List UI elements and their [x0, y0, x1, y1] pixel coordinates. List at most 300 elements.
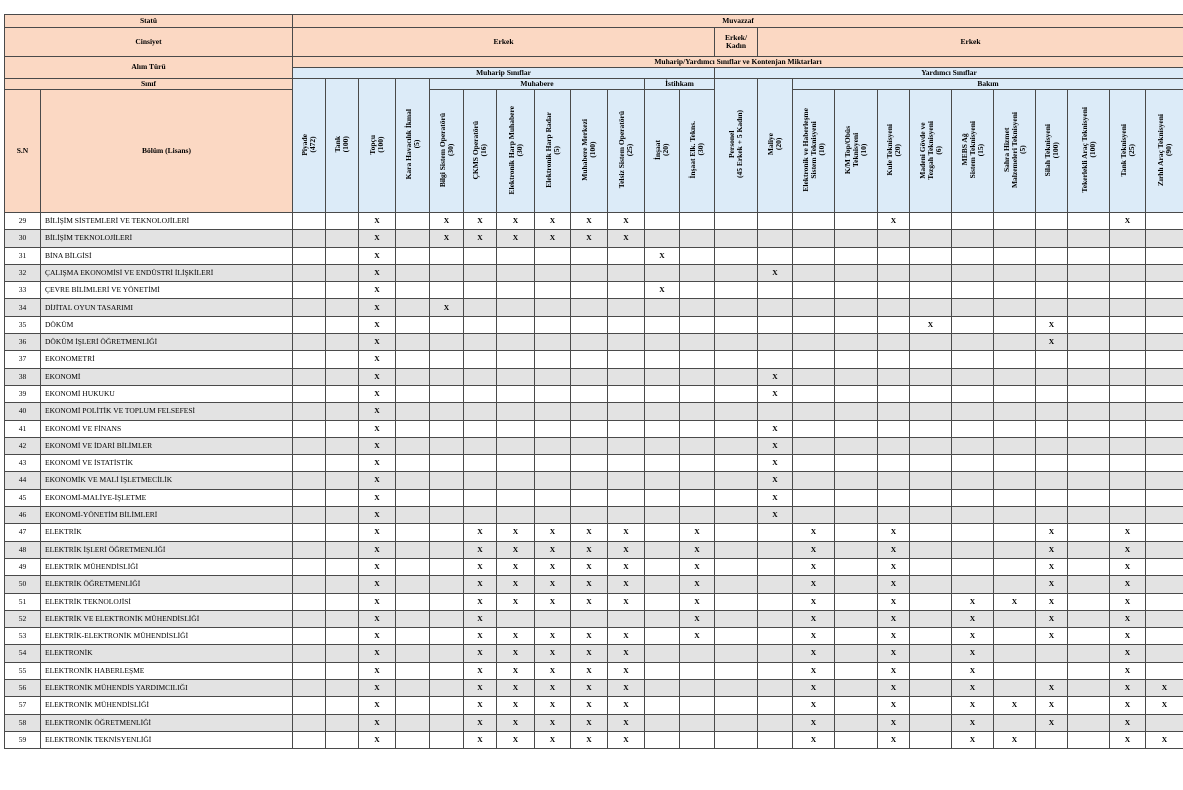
empty-cell [910, 558, 952, 575]
empty-cell [645, 403, 680, 420]
x-mark: X [793, 610, 835, 627]
col-header: Topçu (100) [359, 79, 396, 213]
empty-cell [994, 558, 1036, 575]
row-bolum: EKONOMİ-MALİYE-İŞLETME [41, 489, 293, 506]
empty-cell [497, 472, 535, 489]
empty-cell [1036, 472, 1068, 489]
empty-cell [571, 472, 608, 489]
x-mark: X [758, 264, 793, 281]
x-mark: X [430, 213, 464, 230]
empty-cell [326, 213, 359, 230]
empty-cell [1110, 230, 1146, 247]
x-mark: X [878, 645, 910, 662]
empty-cell [994, 316, 1036, 333]
x-mark: X [464, 213, 497, 230]
empty-cell [497, 264, 535, 281]
empty-cell [497, 282, 535, 299]
row-sn: 56 [5, 680, 41, 697]
empty-cell [608, 437, 645, 454]
x-mark: X [535, 662, 571, 679]
empty-cell [715, 299, 758, 316]
empty-cell [396, 230, 430, 247]
x-mark: X [535, 576, 571, 593]
empty-cell [878, 385, 910, 402]
empty-cell [952, 524, 994, 541]
empty-cell [758, 628, 793, 645]
empty-cell [464, 420, 497, 437]
row-bolum: ELEKTRONİK MÜHENDİS YARDIMCILIĞI [41, 680, 293, 697]
empty-cell [994, 662, 1036, 679]
empty-cell [835, 247, 878, 264]
empty-cell [878, 472, 910, 489]
empty-cell [326, 697, 359, 714]
row-sn: 49 [5, 558, 41, 575]
x-mark: X [359, 403, 396, 420]
empty-cell [396, 593, 430, 610]
x-mark: X [359, 593, 396, 610]
x-mark: X [571, 541, 608, 558]
row-bolum: ELEKTRİK [41, 524, 293, 541]
x-mark: X [680, 524, 715, 541]
empty-cell [1068, 645, 1110, 662]
empty-cell [835, 437, 878, 454]
x-mark: X [994, 593, 1036, 610]
x-mark: X [608, 230, 645, 247]
empty-cell [835, 351, 878, 368]
x-mark: X [1036, 524, 1068, 541]
empty-cell [1068, 403, 1110, 420]
x-mark: X [464, 645, 497, 662]
x-mark: X [464, 731, 497, 748]
empty-cell [293, 437, 326, 454]
x-mark: X [359, 507, 396, 524]
empty-cell [293, 230, 326, 247]
x-mark: X [1110, 541, 1146, 558]
empty-cell [1068, 558, 1110, 575]
empty-cell [608, 489, 645, 506]
empty-cell [793, 472, 835, 489]
row-sn: 58 [5, 714, 41, 731]
empty-cell [952, 264, 994, 281]
empty-cell [326, 437, 359, 454]
row-bolum: ÇALIŞMA EKONOMİSİ VE ENDÜSTRİ İLİŞKİLERİ [41, 264, 293, 281]
x-mark: X [1036, 541, 1068, 558]
empty-cell [326, 334, 359, 351]
empty-cell [645, 368, 680, 385]
table-row [5, 282, 1183, 299]
row-sn: 57 [5, 697, 41, 714]
empty-cell [878, 455, 910, 472]
x-mark: X [359, 680, 396, 697]
bolum-header: Bölüm (Lisans) [41, 90, 293, 213]
empty-cell [793, 351, 835, 368]
empty-cell [835, 558, 878, 575]
x-mark: X [878, 576, 910, 593]
empty-cell [994, 507, 1036, 524]
empty-cell [396, 403, 430, 420]
empty-cell [1110, 299, 1146, 316]
empty-cell [571, 507, 608, 524]
x-mark: X [497, 230, 535, 247]
empty-cell [910, 385, 952, 402]
empty-cell [535, 351, 571, 368]
empty-cell [1036, 299, 1068, 316]
empty-cell [715, 541, 758, 558]
x-mark: X [359, 247, 396, 264]
empty-cell [715, 558, 758, 575]
x-mark: X [535, 593, 571, 610]
x-mark: X [680, 593, 715, 610]
empty-cell [645, 662, 680, 679]
empty-cell [645, 437, 680, 454]
empty-cell [293, 368, 326, 385]
empty-cell [994, 628, 1036, 645]
empty-cell [571, 437, 608, 454]
empty-cell [293, 455, 326, 472]
empty-cell [326, 593, 359, 610]
empty-cell [1068, 351, 1110, 368]
empty-cell [1036, 455, 1068, 472]
x-mark: X [464, 662, 497, 679]
empty-cell [571, 299, 608, 316]
empty-cell [1068, 507, 1110, 524]
col-header: İnşaat Elk. Tekns. (30) [680, 90, 715, 213]
empty-cell [1146, 472, 1183, 489]
table-row [5, 368, 1183, 385]
table-row [5, 628, 1183, 645]
row-sn: 46 [5, 507, 41, 524]
empty-cell [293, 334, 326, 351]
empty-cell [994, 714, 1036, 731]
empty-cell [645, 455, 680, 472]
empty-cell [952, 455, 994, 472]
empty-cell [910, 645, 952, 662]
empty-cell [952, 437, 994, 454]
empty-cell [1068, 264, 1110, 281]
empty-cell [326, 351, 359, 368]
empty-cell [396, 558, 430, 575]
x-mark: X [793, 662, 835, 679]
row-bolum: ELEKTRONİK [41, 645, 293, 662]
x-mark: X [793, 680, 835, 697]
x-mark: X [608, 697, 645, 714]
col-header: Tank (100) [326, 79, 359, 213]
empty-cell [680, 437, 715, 454]
empty-cell [1146, 662, 1183, 679]
empty-cell [430, 593, 464, 610]
x-mark: X [359, 420, 396, 437]
x-mark: X [952, 731, 994, 748]
empty-cell [910, 455, 952, 472]
row-bolum: EKONOMİ VE İSTATİSTİK [41, 455, 293, 472]
x-mark: X [359, 697, 396, 714]
row-bolum: ELEKTRİK TEKNOLOJİSİ [41, 593, 293, 610]
x-mark: X [464, 524, 497, 541]
empty-cell [1146, 541, 1183, 558]
empty-cell [535, 610, 571, 627]
empty-cell [464, 385, 497, 402]
x-mark: X [1036, 610, 1068, 627]
x-mark: X [680, 628, 715, 645]
empty-cell [1068, 230, 1110, 247]
empty-cell [326, 507, 359, 524]
row-sn: 33 [5, 282, 41, 299]
empty-cell [326, 610, 359, 627]
empty-cell [1146, 403, 1183, 420]
empty-cell [952, 489, 994, 506]
empty-cell [326, 368, 359, 385]
empty-cell [680, 299, 715, 316]
empty-cell [293, 541, 326, 558]
empty-cell [645, 385, 680, 402]
x-mark: X [608, 662, 645, 679]
empty-cell [680, 662, 715, 679]
empty-cell [715, 489, 758, 506]
empty-cell [535, 316, 571, 333]
x-mark: X [758, 489, 793, 506]
empty-cell [396, 662, 430, 679]
empty-cell [430, 628, 464, 645]
empty-cell [994, 368, 1036, 385]
empty-cell [1146, 316, 1183, 333]
empty-cell [835, 697, 878, 714]
x-mark: X [535, 628, 571, 645]
x-mark: X [1110, 593, 1146, 610]
empty-cell [758, 576, 793, 593]
statu-label: Statü [5, 15, 293, 28]
empty-cell [608, 299, 645, 316]
empty-cell [793, 247, 835, 264]
empty-cell [430, 316, 464, 333]
empty-cell [793, 316, 835, 333]
empty-cell [396, 368, 430, 385]
x-mark: X [359, 524, 396, 541]
empty-cell [645, 316, 680, 333]
empty-cell [1068, 628, 1110, 645]
empty-cell [878, 403, 910, 420]
empty-cell [1146, 507, 1183, 524]
empty-cell [715, 714, 758, 731]
row-sn: 37 [5, 351, 41, 368]
empty-cell [535, 403, 571, 420]
x-mark: X [571, 524, 608, 541]
empty-cell [293, 385, 326, 402]
table-row [5, 576, 1183, 593]
x-mark: X [359, 351, 396, 368]
empty-cell [878, 489, 910, 506]
empty-cell [430, 680, 464, 697]
empty-cell [396, 351, 430, 368]
x-mark: X [1110, 610, 1146, 627]
table-row [5, 610, 1183, 627]
x-mark: X [535, 524, 571, 541]
empty-cell [1068, 368, 1110, 385]
row-sn: 29 [5, 213, 41, 230]
empty-cell [758, 524, 793, 541]
empty-cell [994, 610, 1036, 627]
empty-cell [952, 368, 994, 385]
col-header: Maliye (20) [758, 79, 793, 213]
empty-cell [680, 403, 715, 420]
empty-cell [326, 576, 359, 593]
empty-cell [326, 455, 359, 472]
empty-cell [910, 420, 952, 437]
empty-cell [680, 714, 715, 731]
row-sn: 59 [5, 731, 41, 748]
table-row [5, 662, 1183, 679]
row-sn: 51 [5, 593, 41, 610]
empty-cell [1068, 282, 1110, 299]
empty-cell [1068, 576, 1110, 593]
x-mark: X [359, 455, 396, 472]
empty-cell [571, 610, 608, 627]
empty-cell [430, 455, 464, 472]
table-row [5, 541, 1183, 558]
x-mark: X [608, 593, 645, 610]
row-bolum: ELEKTRİK MÜHENDİSLİĞİ [41, 558, 293, 575]
empty-cell [464, 368, 497, 385]
empty-cell [497, 489, 535, 506]
row-sn: 39 [5, 385, 41, 402]
empty-cell [1068, 420, 1110, 437]
empty-cell [758, 662, 793, 679]
empty-cell [293, 299, 326, 316]
empty-cell [430, 420, 464, 437]
istihkam-header: İstihkam [645, 79, 715, 90]
empty-cell [793, 489, 835, 506]
x-mark: X [878, 628, 910, 645]
empty-cell [878, 334, 910, 351]
x-mark: X [1036, 316, 1068, 333]
empty-cell [715, 334, 758, 351]
empty-cell [645, 714, 680, 731]
x-mark: X [1036, 714, 1068, 731]
empty-cell [326, 680, 359, 697]
empty-cell [994, 230, 1036, 247]
empty-cell [910, 230, 952, 247]
empty-cell [571, 247, 608, 264]
empty-cell [326, 524, 359, 541]
empty-cell [608, 420, 645, 437]
x-mark: X [497, 662, 535, 679]
empty-cell [793, 213, 835, 230]
x-mark: X [359, 299, 396, 316]
x-mark: X [1110, 213, 1146, 230]
empty-cell [835, 230, 878, 247]
empty-cell [1036, 420, 1068, 437]
empty-cell [952, 230, 994, 247]
empty-cell [758, 558, 793, 575]
x-mark: X [952, 628, 994, 645]
empty-cell [608, 472, 645, 489]
x-mark: X [535, 230, 571, 247]
row-sn: 35 [5, 316, 41, 333]
empty-cell [715, 576, 758, 593]
row-sn: 45 [5, 489, 41, 506]
empty-cell [497, 420, 535, 437]
x-mark: X [359, 213, 396, 230]
table-row [5, 731, 1183, 748]
empty-cell [645, 213, 680, 230]
empty-cell [497, 334, 535, 351]
empty-cell [910, 472, 952, 489]
col-header: Sahra Hizmet Malzemeleri Teknisyeni (5) [994, 90, 1036, 213]
empty-cell [1146, 282, 1183, 299]
x-mark: X [571, 662, 608, 679]
empty-cell [952, 247, 994, 264]
x-mark: X [608, 731, 645, 748]
empty-cell [497, 610, 535, 627]
x-mark: X [359, 489, 396, 506]
x-mark: X [758, 368, 793, 385]
empty-cell [430, 368, 464, 385]
empty-cell [293, 576, 326, 593]
x-mark: X [793, 697, 835, 714]
empty-cell [535, 472, 571, 489]
empty-cell [952, 316, 994, 333]
empty-cell [680, 282, 715, 299]
empty-cell [994, 680, 1036, 697]
row-sn: 42 [5, 437, 41, 454]
empty-cell [293, 247, 326, 264]
empty-cell [293, 420, 326, 437]
row-bolum: ELEKTRİK ÖĞRETMENLİĞİ [41, 576, 293, 593]
empty-cell [1110, 455, 1146, 472]
row-sn: 41 [5, 420, 41, 437]
empty-cell [464, 316, 497, 333]
empty-cell [293, 697, 326, 714]
x-mark: X [1036, 576, 1068, 593]
empty-cell [464, 351, 497, 368]
x-mark: X [359, 368, 396, 385]
empty-cell [293, 731, 326, 748]
empty-cell [293, 662, 326, 679]
empty-cell [1110, 334, 1146, 351]
x-mark: X [359, 662, 396, 679]
row-bolum: ELEKTRONİK HABERLEŞME [41, 662, 293, 679]
empty-cell [835, 610, 878, 627]
cinsiyet-erkek-kadin: Erkek/ Kadın [715, 28, 758, 57]
empty-cell [326, 489, 359, 506]
empty-cell [326, 662, 359, 679]
empty-cell [1146, 351, 1183, 368]
empty-cell [535, 437, 571, 454]
table-row [5, 645, 1183, 662]
empty-cell [1036, 731, 1068, 748]
empty-cell [835, 507, 878, 524]
empty-cell [952, 507, 994, 524]
empty-cell [835, 593, 878, 610]
x-mark: X [878, 731, 910, 748]
table-row [5, 680, 1183, 697]
bakim-header: Bakım [793, 79, 1183, 90]
empty-cell [952, 334, 994, 351]
empty-cell [793, 437, 835, 454]
x-mark: X [608, 524, 645, 541]
empty-cell [952, 558, 994, 575]
empty-cell [1036, 645, 1068, 662]
empty-cell [396, 541, 430, 558]
empty-cell [571, 351, 608, 368]
empty-cell [715, 420, 758, 437]
empty-cell [326, 316, 359, 333]
empty-cell [1068, 247, 1110, 264]
x-mark: X [878, 558, 910, 575]
empty-cell [571, 334, 608, 351]
table-row [5, 455, 1183, 472]
empty-cell [464, 334, 497, 351]
table-row [5, 230, 1183, 247]
